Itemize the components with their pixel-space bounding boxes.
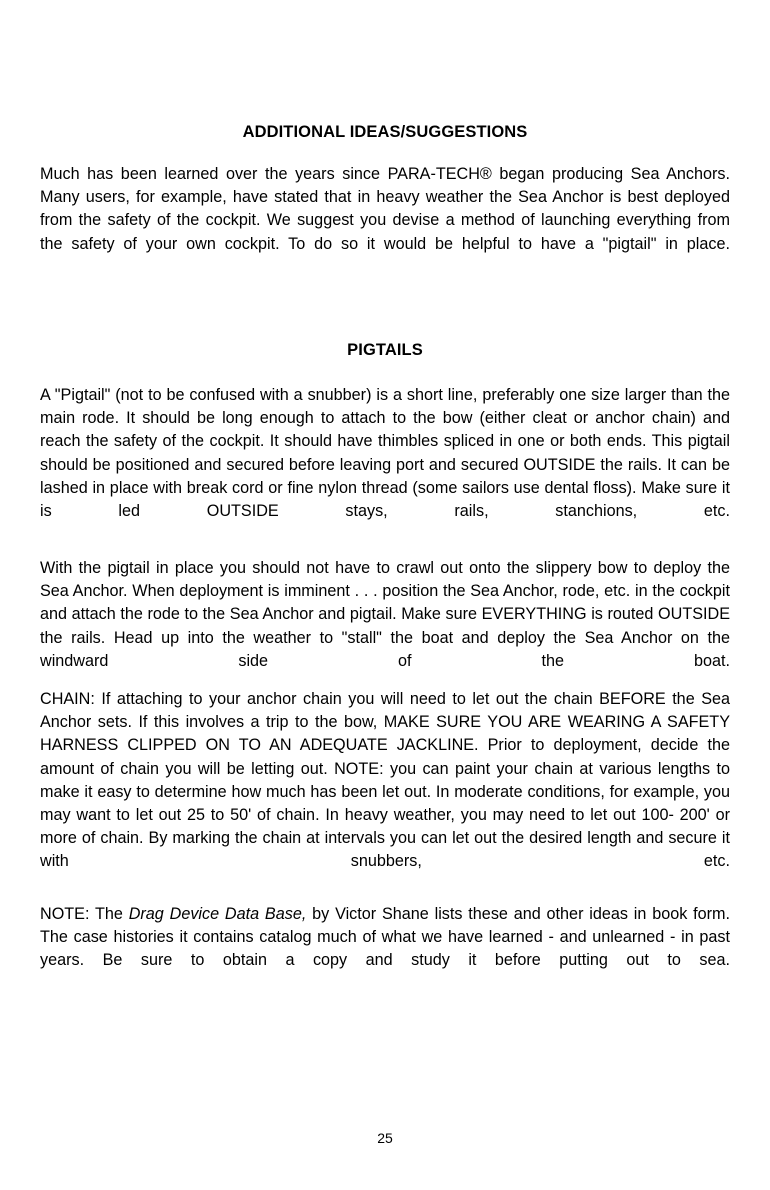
section-heading-additional-ideas-wrap (40, 123, 730, 142)
paragraph-intro: Much has been learned over the years since PARA-TECH® began producing Sea Anchors. Many users, for example, have stated that in heavy weather the Sea Anchor is best deployed from the safety of the cockpit. We suggest you devise a method of launching everything from the safety of your own cockpit. To do so it would be helpful to have a "pigtail" in place. (40, 165, 730, 253)
paragraph-deployment: With the pigtail in place you should not have to crawl out onto the slippery bow to deploy the Sea Anchor. When deployment is imminent . . . position the Sea Anchor, rode, etc. in the cockpit and attach the rode to the Sea Anchor and pigtail. Make sure EVERYTHING is routed OUTSIDE the rails. Head up into the weather to "stall" the boat and deploy the Sea Anchor on the windward side of the boat. (40, 559, 730, 670)
paragraph-note (40, 903, 730, 996)
section-heading-pigtails: PIGTAILS (347, 341, 423, 359)
section-heading-pigtails-wrap (40, 341, 730, 360)
page-title: ADDITIONAL IDEAS/SUGGESTIONS (242, 123, 528, 141)
note-prefix-text: NOTE: The (40, 905, 129, 923)
book-title-drag-device-data-base: Drag Device Data Base, (128, 905, 307, 923)
page-number: 25 (377, 1130, 393, 1146)
paragraph-pigtail-definition: A "Pigtail" (not to be confused with a snubber) is a short line, preferably one size larger than the main rode. It should be long enough to attach to the bow (either cleat or anchor chain) and reach the safety of the cockpit. It should have thimbles spliced in one or both ends. This pigtail should be positioned and secured before leaving port and secured OUTSIDE the rails. It can be lashed in place with break cord or fine nylon thread (some sailors use dental floss). Make sure it is led OUTSIDE stays, rails, stanchions, etc. (40, 386, 730, 521)
paragraph-chain: CHAIN: If attaching to your anchor chain you will need to let out the chain BEFORE the Sea Anchor sets. If this involves a trip to the bow, MAKE SURE YOU ARE WEARING A SAFETY HARNESS CLIPPED ON TO AN ADEQUATE JACKLINE. Prior to deployment, decide the amount of chain you will be letting out. NOTE: you can paint your chain at various lengths to make it easy to determine how much has been let out. In moderate conditions, for example, you may want to let out 25 to 50' of chain. In heavy weather, you may need to let out 100- 200' or more of chain. By marking the chain at intervals you can let out the desired length and secure it with snubbers, etc. (40, 690, 730, 871)
note-suffix-text: by Victor Shane lists these and other ideas in book form. The case histories it contains catalog much of what we have learned - and unlearned - in past years. Be sure to obtain a copy and study it before putting out to sea. (40, 905, 731, 970)
